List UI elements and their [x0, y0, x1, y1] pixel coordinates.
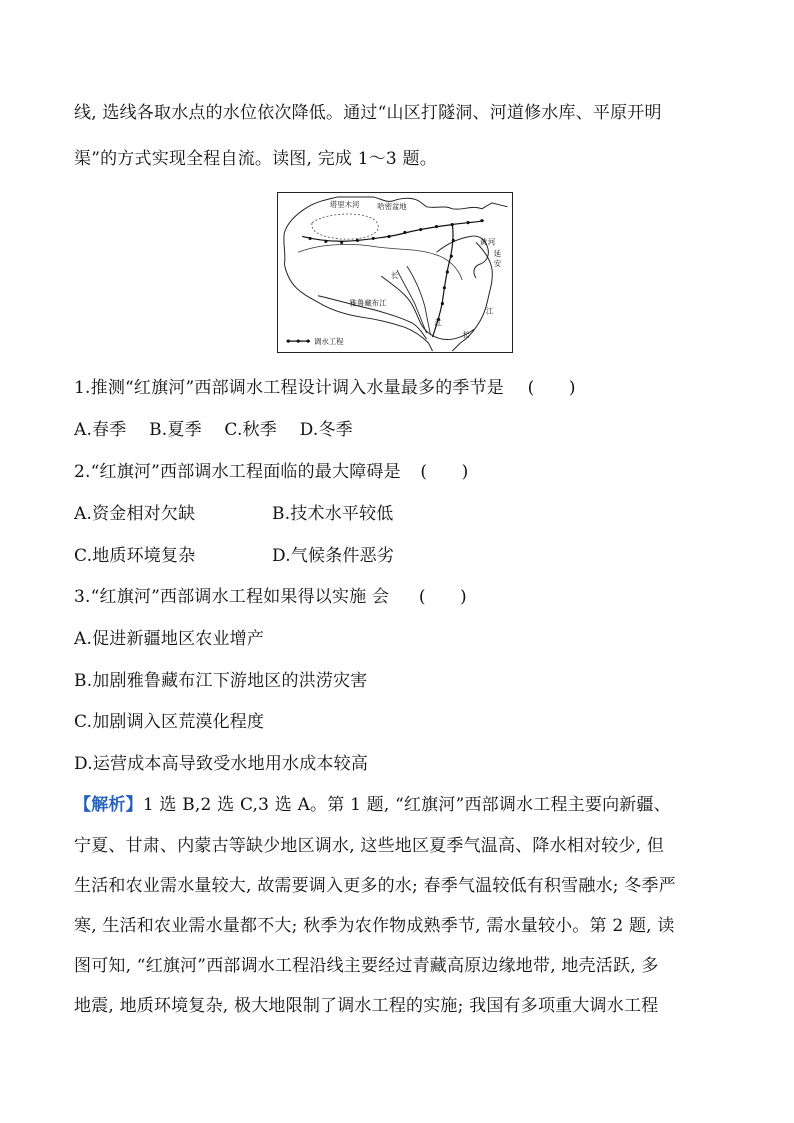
q1-option-c: C.秋季	[224, 420, 278, 440]
tarim-basin	[312, 214, 378, 239]
legend-diversion-project: 调水工程	[314, 337, 344, 347]
analysis-line-4: 寒, 生活和农业需水量都不大; 秋季为农作物成熟季节, 需水量较小。第 2 题, 读	[74, 916, 675, 936]
yangtze-river	[381, 276, 474, 340]
q1-option-a: A.春季	[74, 420, 127, 440]
analysis-tag: 【解析】	[74, 795, 143, 815]
label-jiang-east: 江	[485, 306, 494, 316]
q2-option-b: B.技术水平较低	[272, 504, 394, 524]
q2-option-c: C.地质环境复杂	[74, 546, 196, 566]
q3-option-d: D.运营成本高导致受水地用水成本较高	[74, 754, 369, 774]
question-2-stem	[74, 460, 469, 484]
label-yan: 延	[493, 249, 502, 259]
intro-line-1: 线, 选线各取水点的水位依次降低。通过“山区打隧洞、河道修水库、平原开明	[74, 103, 662, 123]
label-chang-lower: 长	[462, 330, 470, 340]
river-tributary-1	[397, 270, 427, 333]
intro-line-2: 渠”的方式实现全程自流。读图, 完成 1～3 题。	[74, 149, 437, 169]
q3-option-b: B.加剧雅鲁藏布江下游地区的洪涝灾害	[74, 671, 368, 691]
question-2-answer-blank: ( )	[420, 462, 469, 482]
question-3-text: 3.“红旗河”西部调水工程如果得以实施 会	[74, 587, 390, 607]
question-1-answer-blank: ( )	[527, 378, 576, 398]
q2-option-d: D.气候条件恶劣	[272, 546, 395, 566]
map-figure	[278, 193, 512, 352]
analysis-line-5: 图可知, “红旗河”西部调水工程沿线主要经过青藏高原边缘地带, 地壳活跃, 多	[74, 956, 659, 976]
label-jiang-west: 江	[434, 318, 442, 328]
analysis-line-3: 生活和农业需水量较大, 故需要调入更多的水; 春季气温较低有积雪融水; 冬季严	[74, 876, 676, 896]
q1-option-d: D.冬季	[299, 420, 353, 440]
diversion-route-north	[302, 221, 484, 242]
label-hami-basin: 哈密盆地	[377, 201, 407, 211]
question-3-stem	[74, 585, 467, 609]
river-tributary-2	[407, 266, 431, 335]
label-an: 安	[493, 259, 502, 269]
map-legend	[286, 337, 344, 346]
q3-option-c: C.加剧调入区荒漠化程度	[74, 712, 265, 732]
q3-option-a: A.促进新疆地区农业增产	[74, 629, 265, 649]
label-he: 河	[487, 237, 496, 247]
question-1-text: 1.推测“红旗河”西部调水工程设计调入水量最多的季节是	[74, 378, 505, 398]
water-diversion-map	[277, 192, 513, 353]
analysis-text-1: 1 选 B,2 选 C,3 选 A。第 1 题, “红旗河”西部调水工程主要向新疆、	[142, 795, 671, 815]
label-yarlung-tsangpo: 雅鲁藏布江	[349, 298, 387, 308]
question-2-text: 2.“红旗河”西部调水工程面临的最大障碍是	[74, 462, 401, 482]
label-huang: 黄	[479, 237, 488, 247]
label-tarim-river: 塔里木河	[329, 199, 360, 209]
plateau-edge	[298, 244, 462, 280]
q1-option-b: B.夏季	[149, 420, 202, 440]
analysis-line-1	[74, 793, 671, 817]
q2-option-a: A.资金相对欠缺	[74, 504, 196, 524]
label-chang-upper: 长	[391, 270, 399, 280]
question-1-stem	[74, 376, 576, 400]
analysis-line-6: 地震, 地质环境复杂, 极大地限制了调水工程的实施; 我国有多项重大调水工程	[74, 996, 659, 1016]
question-3-answer-blank: ( )	[418, 587, 467, 607]
analysis-line-2: 宁夏、甘肃、内蒙古等缺少地区调水, 这些地区夏季气温高、降水相对较少, 但	[74, 836, 665, 856]
question-1-options	[74, 418, 353, 442]
